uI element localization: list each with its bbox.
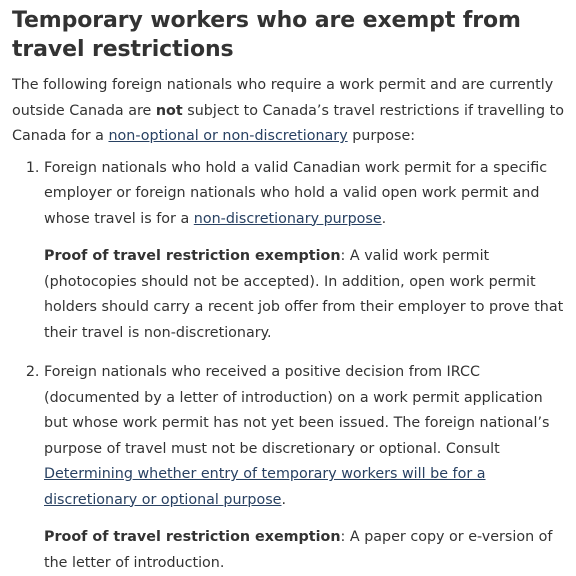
- intro-text-1: The following foreign nationals who require a work permit and are currently outside Canada are: [12, 77, 553, 119]
- proof-label: Proof of travel restriction exemption: [44, 248, 341, 264]
- list-item: [44, 360, 568, 576]
- proof-paragraph: [44, 525, 568, 576]
- proof-label: Proof of travel restriction exemption: [44, 529, 341, 545]
- item-description: [44, 156, 568, 233]
- section-heading: Temporary workers who are exempt from travel restrictions: [12, 6, 568, 64]
- proof-text: : A paper copy or e-version of the letter of introduction.: [44, 529, 552, 571]
- determining-entry-link[interactable]: Determining whether entry of temporary workers will be for a discretionary or optional purpose: [44, 466, 486, 508]
- list-item: [44, 156, 568, 347]
- item-description: [44, 360, 568, 513]
- item-text: Foreign nationals who hold a valid Canadian work permit for a specific employer or foreign nationals who hold a valid open work permit and whose travel is for a: [44, 160, 547, 227]
- proof-paragraph: [44, 244, 568, 346]
- proof-text: : A valid work permit (photocopies should not be accepted). In addition, open work permit holders should carry a recent job offer from their employer to prove that their travel is non-discretionary.: [44, 248, 563, 341]
- non-discretionary-purpose-link[interactable]: non-discretionary purpose: [194, 211, 382, 227]
- intro-text-2: subject to Canada’s travel restrictions if travelling to Canada for a: [12, 103, 564, 145]
- item-text-end: .: [281, 492, 286, 508]
- exemption-list: [12, 156, 568, 576]
- intro-paragraph: [12, 73, 568, 150]
- item-text-end: .: [382, 211, 387, 227]
- intro-text-3: purpose:: [348, 128, 415, 144]
- intro-bold: not: [156, 103, 183, 119]
- non-optional-link[interactable]: non-optional or non-discretionary: [108, 128, 347, 144]
- item-text: Foreign nationals who received a positive decision from IRCC (documented by a letter of introduction) on a work permit application but whose work permit has not yet been issued. The foreign national’s purpose of travel must not be discretionary or optional. Consult: [44, 364, 549, 457]
